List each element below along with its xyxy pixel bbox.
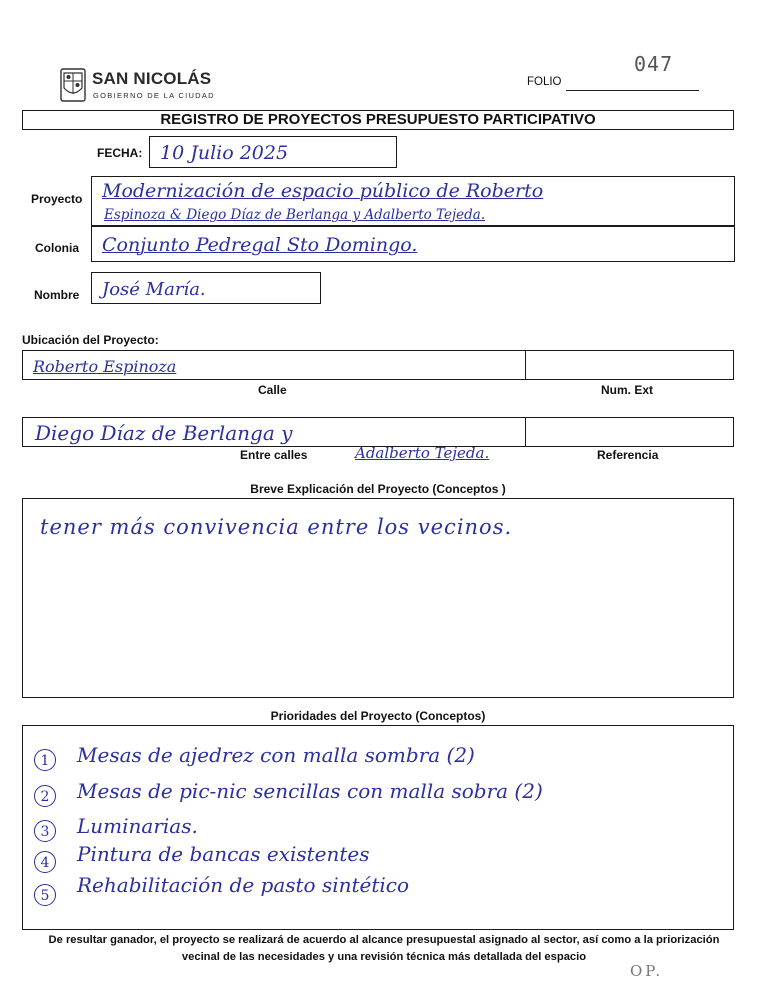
priority-number: 2 bbox=[34, 785, 56, 807]
priority-number: 3 bbox=[34, 820, 56, 842]
proyecto-line-1: Modernización de espacio público de Roberto bbox=[102, 180, 544, 202]
footer-annotation: OP. bbox=[630, 962, 664, 980]
entre-calles-value-2: Adalberto Tejeda. bbox=[355, 444, 490, 462]
priority-text: Luminarias. bbox=[77, 814, 198, 838]
num-ext-label: Num. Ext bbox=[601, 383, 654, 397]
calle-label: Calle bbox=[258, 383, 287, 397]
priority-text: Rehabilitación de pasto sintético bbox=[77, 873, 410, 897]
footer-note-line-2: vecinal de las necesidades y una revisión técnica más detallada del espacio bbox=[181, 951, 587, 963]
city-logo bbox=[60, 68, 235, 104]
folio-line bbox=[566, 90, 699, 91]
proyecto-line-2: Espinoza & Diego Díaz de Berlanga y Adalberto Tejeda. bbox=[104, 207, 486, 223]
calle-value: Roberto Espinoza bbox=[33, 357, 177, 376]
priority-number: 5 bbox=[34, 884, 56, 906]
logo-name: SAN NICOLÁS bbox=[92, 69, 212, 88]
nombre-value: José María. bbox=[102, 279, 206, 300]
priority-text: Mesas de ajedrez con malla sombra (2) bbox=[77, 743, 475, 767]
colonia-value: Conjunto Pedregal Sto Domingo. bbox=[102, 234, 418, 256]
colonia-label: Colonia bbox=[35, 241, 79, 255]
referencia-label: Referencia bbox=[597, 448, 659, 462]
calle-divider bbox=[525, 350, 526, 380]
folio-value: 047 bbox=[634, 52, 674, 76]
explicacion-label: Breve Explicación del Proyecto (Conceptos ) bbox=[250, 482, 506, 496]
entre-calles-value-1: Diego Díaz de Berlanga y bbox=[35, 421, 293, 445]
coat-of-arms-icon bbox=[60, 68, 86, 102]
footer-note-line-1: De resultar ganador, el proyecto se realizará de acuerdo al alcance presupuestal asignado al sector, así como a la priorización bbox=[48, 934, 720, 946]
priority-text: Mesas de pic-nic sencillas con malla sobra (2) bbox=[77, 779, 543, 803]
nombre-label: Nombre bbox=[34, 288, 80, 302]
proyecto-label: Proyecto bbox=[31, 192, 83, 206]
logo-subtitle: GOBIERNO DE LA CIUDAD bbox=[93, 91, 215, 100]
prioridades-label: Prioridades del Proyecto (Conceptos) bbox=[270, 709, 486, 723]
explicacion-value: tener más convivencia entre los vecinos. bbox=[40, 515, 513, 539]
entre-calles-label: Entre calles bbox=[240, 448, 308, 462]
form-title: REGISTRO DE PROYECTOS PRESUPUESTO PARTICIPATIVO bbox=[160, 111, 596, 128]
priority-text: Pintura de bancas existentes bbox=[77, 842, 370, 866]
fecha-label: FECHA: bbox=[97, 146, 143, 160]
priority-number: 4 bbox=[34, 851, 56, 873]
ubicacion-label: Ubicación del Proyecto: bbox=[22, 333, 159, 347]
entre-calles-divider bbox=[525, 417, 526, 447]
folio-label: FOLIO bbox=[527, 76, 562, 88]
priority-number: 1 bbox=[34, 749, 56, 771]
fecha-value: 10 Julio 2025 bbox=[160, 142, 289, 164]
